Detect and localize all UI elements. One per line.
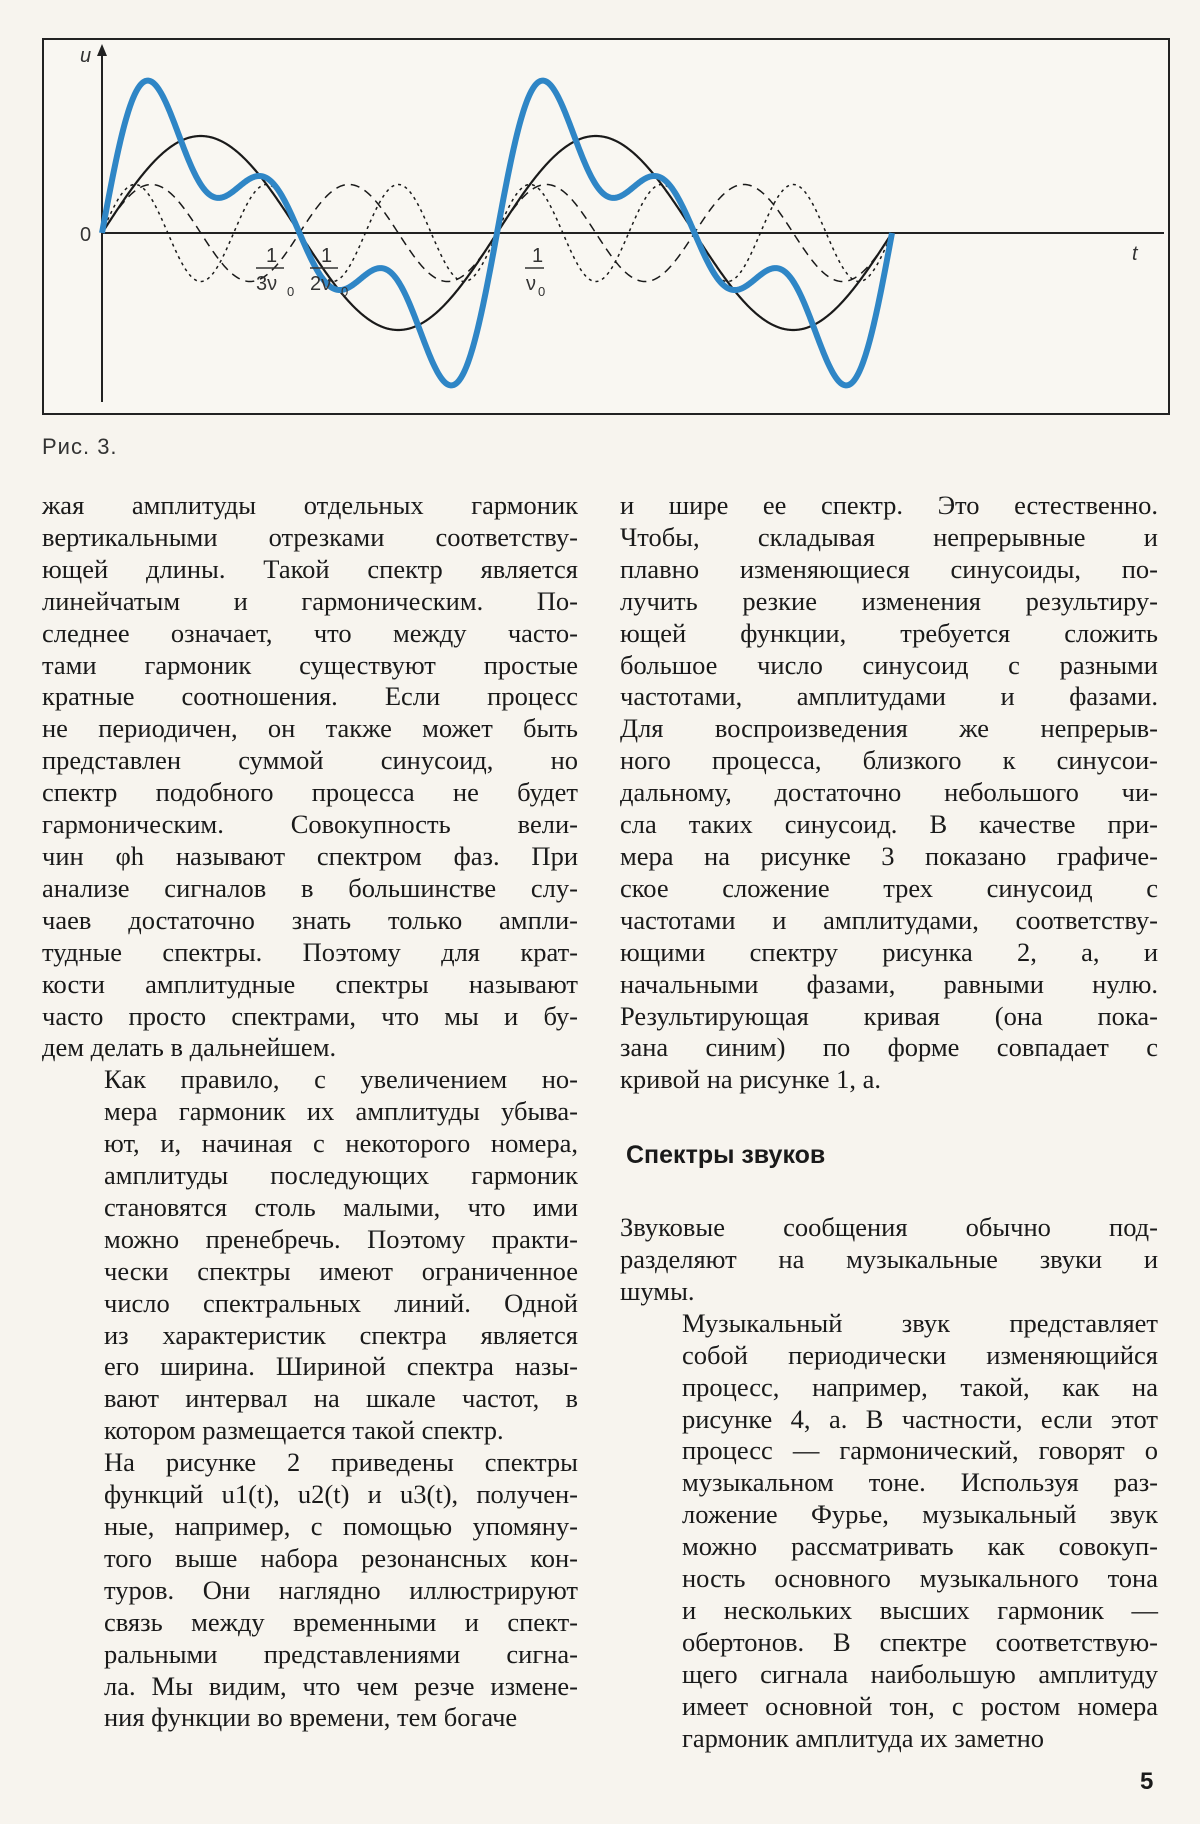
text-line: гармоническим. Совокупность вели- [42, 809, 578, 840]
text-line: ного процесса, близкого к синусои- [620, 745, 1158, 776]
text-line: мера гармоник их амплитуды убыва- [104, 1096, 578, 1127]
waveform-plot [44, 40, 1172, 417]
text-line: функций u1(t), u2(t) и u3(t), получен- [104, 1479, 578, 1510]
text-line: ское сложение трех синусоид с [620, 872, 1158, 903]
text-line: можно пренебречь. Поэтому практи- [104, 1223, 578, 1254]
figure-caption: Рис. 3. [42, 434, 118, 459]
figure-3 [42, 38, 1170, 415]
tick-third-numerator: 1 [266, 245, 278, 267]
text-line: дальному, достаточно небольшого чи- [620, 777, 1158, 808]
text-line: туров. Они наглядно иллюстрируют [104, 1574, 578, 1605]
text-line: число спектральных линий. Одной [104, 1287, 578, 1318]
text-line: Как правило, с увеличением но- [104, 1064, 578, 1095]
text-line: чин φh называют спектром фаз. При [42, 840, 578, 871]
text-line: жая амплитуды отдельных гармоник [42, 490, 578, 520]
text-line: ют, и, начиная с некоторого номера, [104, 1128, 578, 1159]
text-line: мера на рисунке 3 показано графиче- [620, 840, 1158, 871]
text-line: ные, например, с помощью упомяну- [104, 1511, 578, 1541]
page-number: 5 [1140, 1768, 1154, 1795]
tick-half-denominator: 2ν [310, 273, 332, 295]
text-line: вают интервал на шкале частот, в [104, 1383, 578, 1414]
tick-one-denominator: ν [526, 273, 536, 295]
text-line: лучить резкие изменения результиру- [620, 585, 1158, 616]
text-line: и нескольких высших гармоник — [682, 1595, 1158, 1625]
text-line: имеет основной тон, с ростом номера [682, 1690, 1158, 1721]
text-line: спектр подобного процесса не будет [42, 777, 578, 808]
y-axis-arrow [97, 44, 107, 56]
text-line: рисунке 4, а. В частности, если этот [682, 1403, 1158, 1434]
text-line: ральными представлениями сигна- [104, 1638, 578, 1669]
text-line: Для воспроизведения же непрерыв- [620, 713, 1158, 744]
tick-label-one [525, 245, 545, 299]
text-line: ложение Фурье, музыкальный звук [682, 1499, 1158, 1530]
text-line: представлен суммой синусоид, но [42, 745, 578, 776]
text-line: становятся столь малыми, что ими [104, 1191, 578, 1222]
paragraph [42, 490, 578, 1064]
text-line: не периодичен, он также может быть [42, 713, 578, 744]
text-line: часто просто спектрами, что мы и бу- [42, 1000, 578, 1031]
left-column [42, 490, 578, 1734]
text-line: кратные соотношения. Если процесс [42, 681, 578, 712]
text-line: тудные спектры. Поэтому для крат- [42, 936, 578, 967]
section-heading: Спектры звуков [626, 1141, 826, 1170]
text-line: того выше набора резонансных кон- [104, 1542, 578, 1573]
text-line: связь между временными и спект- [104, 1606, 578, 1637]
text-line: чески спектры имеют ограниченное [104, 1255, 578, 1286]
text-line: плавно изменяющиеся синусоиды, по- [620, 553, 1158, 584]
text-line: его ширина. Шириной спектра назы- [104, 1351, 578, 1382]
text-line: амплитуды последующих гармоник [104, 1160, 578, 1191]
text-line: кости амплитудные спектры называют [42, 968, 578, 999]
text-line: гармоник амплитуда их заметно [682, 1722, 1044, 1753]
paragraph [620, 490, 1158, 1096]
y-axis-label: u [80, 45, 92, 67]
text-line: дем делать в дальнейшем. [42, 1032, 337, 1063]
text-line: кривой на рисунке 1, а. [620, 1064, 882, 1095]
text-line: можно рассматривать как совокуп- [682, 1531, 1158, 1562]
text-line: Результирующая кривая (она пока- [620, 1000, 1158, 1031]
text-line: ность основного музыкального тона [682, 1563, 1158, 1594]
text-line: и шире ее спектр. Это естественно. [620, 490, 1158, 520]
text-line: ния функции во времени, тем богаче [104, 1702, 518, 1733]
text-line: Музыкальный звук представляет [682, 1307, 1158, 1338]
text-line: процесс, например, такой, как на [682, 1371, 1158, 1402]
paragraph [42, 1064, 578, 1447]
text-line: Чтобы, складывая непрерывные и [620, 521, 1158, 552]
text-line: линейчатым и гармоническим. По- [42, 585, 578, 616]
text-line: разделяют на музыкальные звуки и [620, 1244, 1158, 1275]
tick-third-subscript: 0 [287, 284, 295, 299]
text-line: ющей длины. Такой спектр является [42, 553, 578, 584]
text-line: частотами, амплитудами и фазами. [620, 681, 1158, 712]
text-line: собой периодически изменяющийся [682, 1339, 1158, 1370]
text-line: шумы. [620, 1275, 695, 1306]
text-line: На рисунке 2 приведены спектры [104, 1447, 578, 1478]
text-line: частотами и амплитудами, соответству- [620, 904, 1158, 935]
tick-half-numerator: 1 [321, 245, 333, 267]
right-column [620, 490, 1158, 1755]
text-line: ла. Мы видим, что чем резче измене- [104, 1670, 578, 1701]
text-line: большое число синусоид с разными [620, 649, 1158, 680]
text-line: из характеристик спектра является [104, 1319, 578, 1350]
text-line: чаев достаточно знать только ампли- [42, 904, 578, 935]
text-line: ющей функции, требуется сложить [620, 617, 1158, 648]
text-line: процесс — гармонический, говорят о [682, 1435, 1158, 1466]
tick-one-numerator: 1 [532, 245, 544, 267]
paragraph [620, 1212, 1158, 1308]
text-line: тами гармоник существуют простые [42, 649, 578, 680]
x-axis-label: t [1132, 243, 1138, 265]
tick-half-subscript: 0 [341, 284, 349, 299]
text-line: Звуковые сообщения обычно под- [620, 1212, 1158, 1243]
text-line: сла таких синусоид. В качестве при- [620, 809, 1158, 840]
text-line: анализе сигналов в большинстве слу- [42, 872, 578, 903]
origin-label: 0 [80, 224, 92, 246]
text-line: следнее означает, что между часто- [42, 617, 578, 648]
tick-one-subscript: 0 [538, 284, 546, 299]
tick-label-third [256, 245, 294, 299]
text-line: обертонов. В спектре соответствую- [682, 1626, 1158, 1657]
paragraph [42, 1447, 578, 1734]
tick-third-denominator: 3ν [256, 273, 278, 295]
text-line: щего сигнала наибольшую амплитуду [682, 1658, 1158, 1689]
text-line: котором размещается такой спектр. [104, 1415, 504, 1446]
text-line: начальными фазами, равными нулю. [620, 968, 1158, 999]
paragraph [620, 1308, 1158, 1755]
text-line: музыкальном тоне. Используя раз- [682, 1467, 1158, 1498]
text-line: вертикальными отрезками соответству- [42, 521, 578, 552]
text-line: зана синим) по форме совпадает с [620, 1032, 1158, 1063]
text-line: ющими спектру рисунка 2, а, и [620, 936, 1158, 967]
